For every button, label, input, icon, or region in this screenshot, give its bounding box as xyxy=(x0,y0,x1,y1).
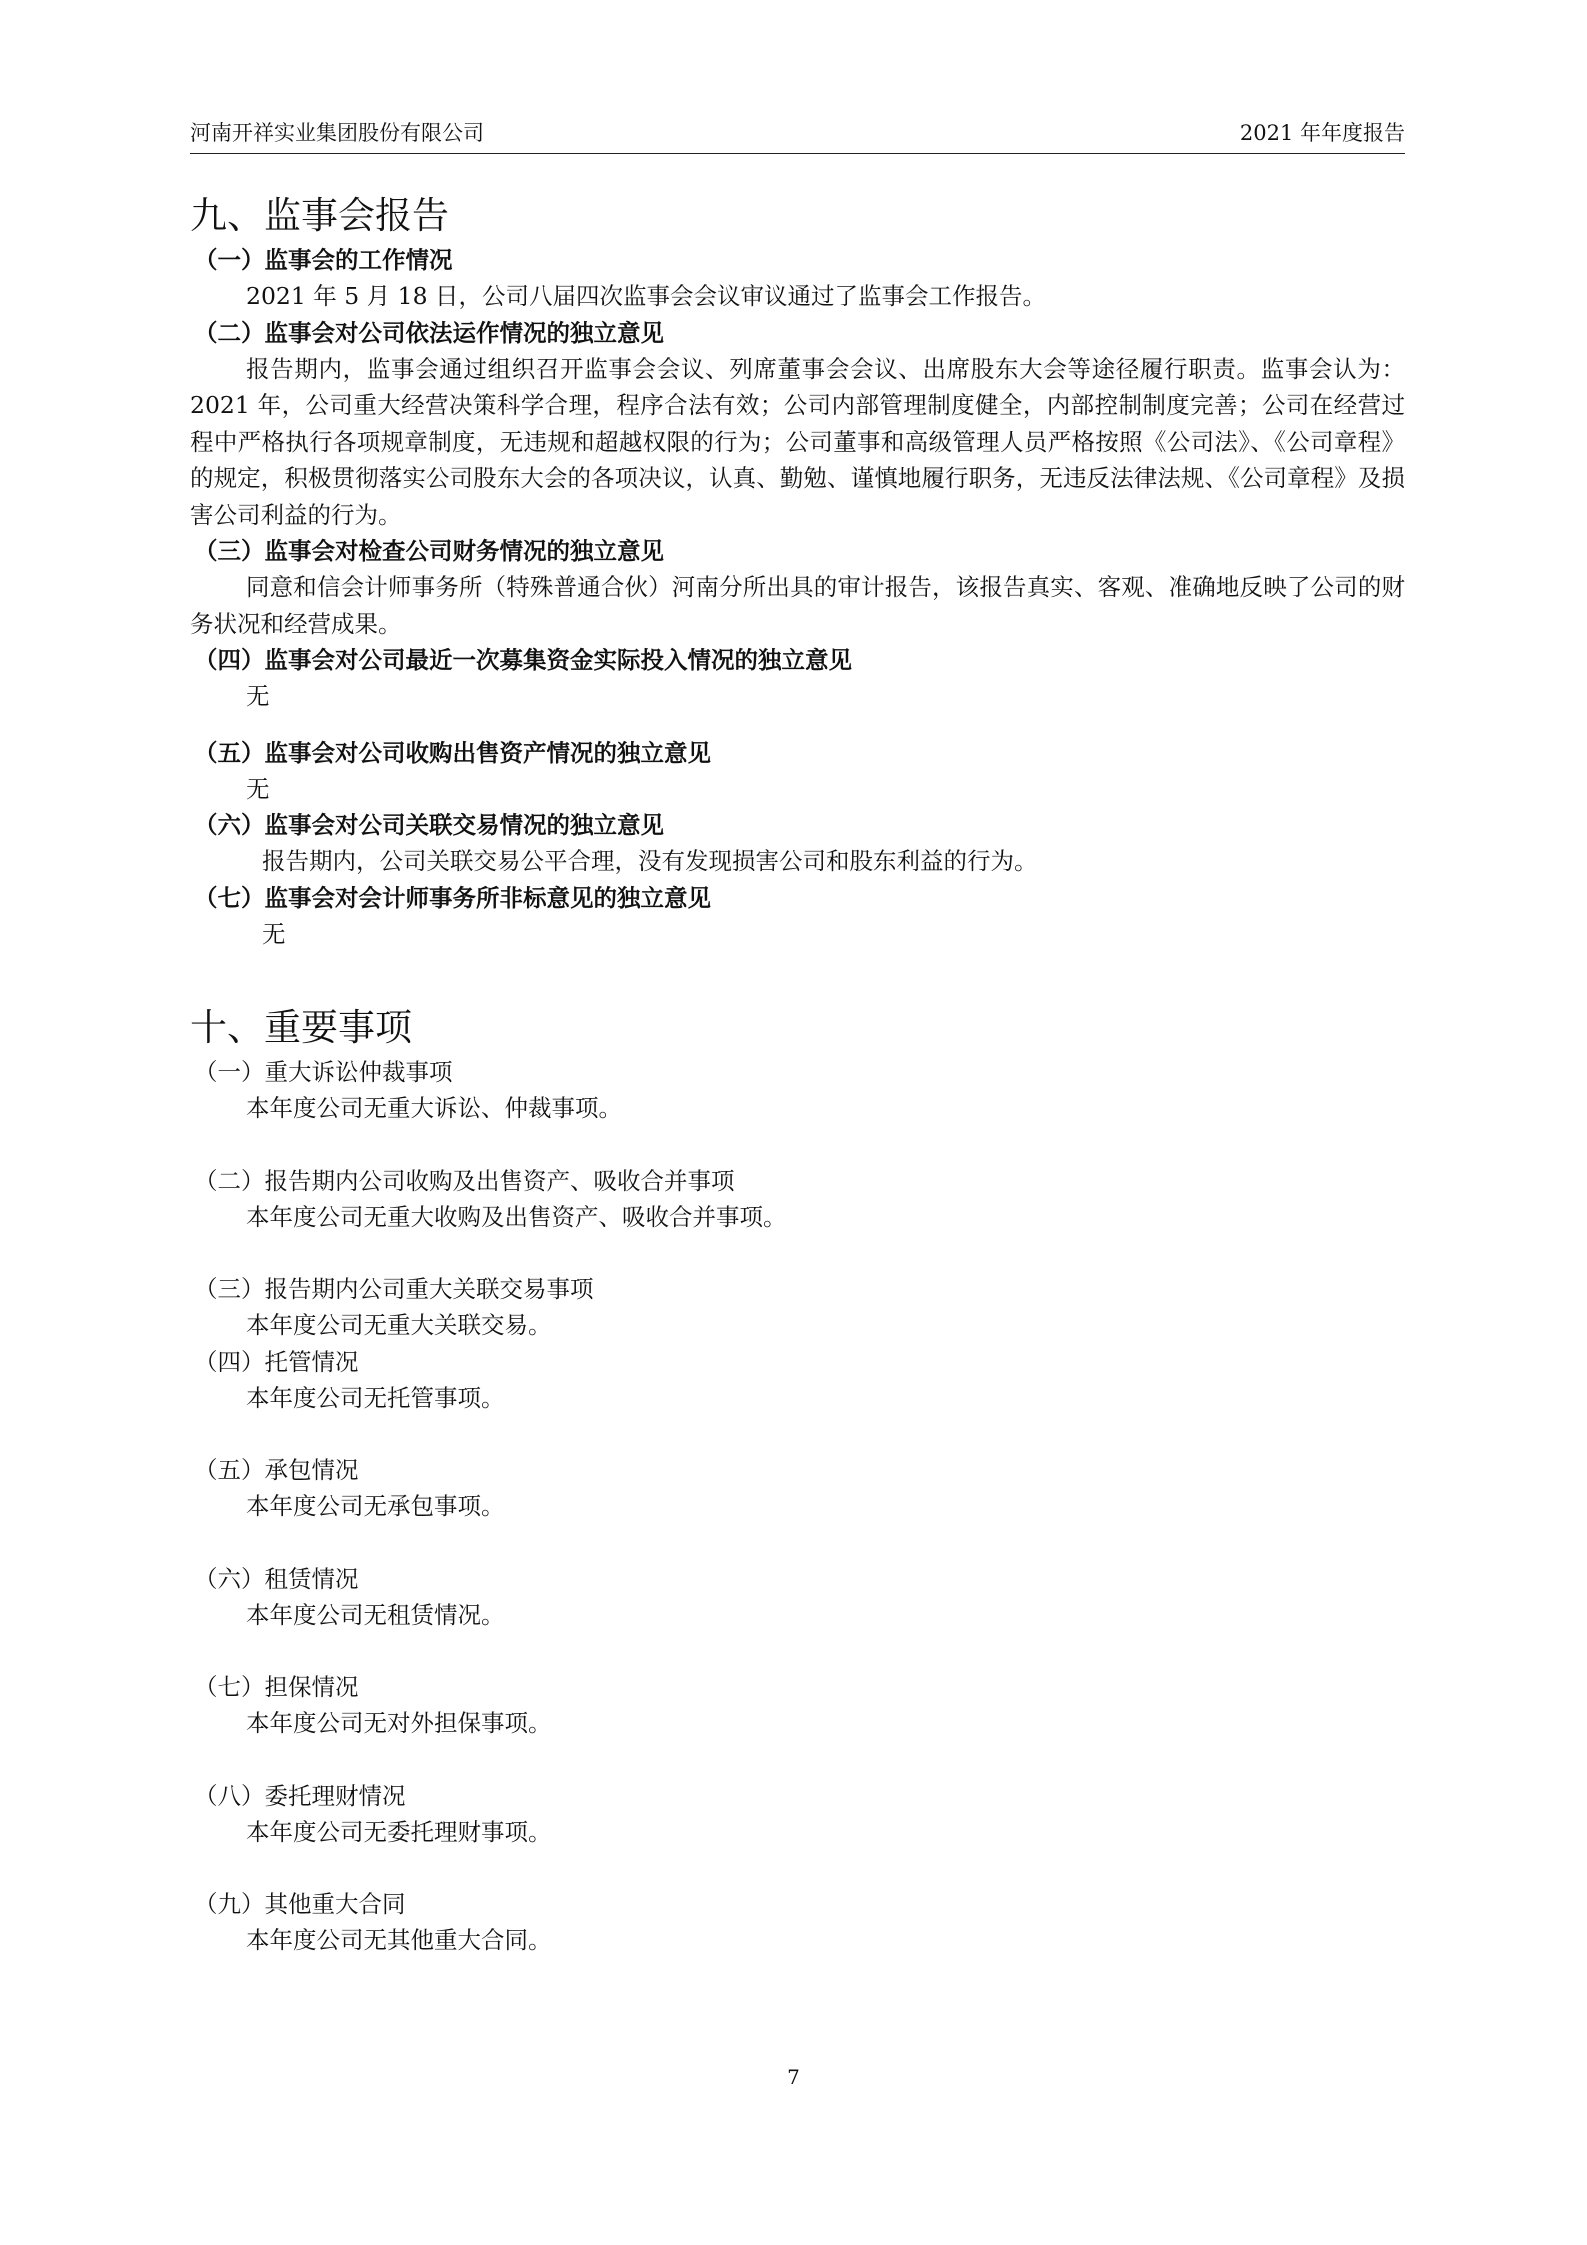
s9-text-2: 报告期内，监事会通过组织召开监事会会议、列席董事会会议、出席股东大会等途径履行职责。监事会认为：2021 年，公司重大经营决策科学合理，程序合法有效；公司内部管理制度健全，内部控制制度完善；公司在经营过程中严格执行各项规章制度，无违规和超越权限的行为；公司董事和高级管理人员严格按照《公司法》、《公司章程》的规定，积极贯彻落实公司股东大会的各项决议，认真、勤勉、谨慎地履行职务，无违反法律法规、《公司章程》及损害公司利益的行为。 xyxy=(190,354,1405,529)
s9-heading-6: （六）监事会对公司关联交易情况的独立意见 xyxy=(194,811,664,839)
s9-text-5: 无 xyxy=(246,774,270,803)
s10-heading-1: （一）重大诉讼仲裁事项 xyxy=(194,1058,453,1086)
page-number: 7 xyxy=(787,2065,800,2089)
s10-heading-2: （二）报告期内公司收购及出售资产、吸收合并事项 xyxy=(194,1166,735,1195)
s10-heading-4: （四）托管情况 xyxy=(194,1347,359,1376)
s10-heading-3: （三）报告期内公司重大关联交易事项 xyxy=(194,1275,594,1303)
s10-heading-9: （九）其他重大合同 xyxy=(194,1890,406,1918)
s10-text-8: 本年度公司无委托理财事项。 xyxy=(246,1817,552,1846)
s9-text-1: 2021 年 5 月 18 日，公司八届四次监事会会议审议通过了监事会工作报告。 xyxy=(246,282,1047,310)
s9-heading-7: （七）监事会对会计师事务所非标意见的独立意见 xyxy=(194,883,711,912)
s10-heading-8: （八）委托理财情况 xyxy=(194,1781,406,1810)
s10-text-9: 本年度公司无其他重大合同。 xyxy=(246,1926,552,1954)
s10-heading-6: （六）租赁情况 xyxy=(194,1564,359,1593)
s9-text-7: 无 xyxy=(262,919,286,948)
section-9-title: 九、监事会报告 xyxy=(190,194,449,237)
s10-text-7: 本年度公司无对外担保事项。 xyxy=(246,1709,552,1737)
s9-heading-1: （一）监事会的工作情况 xyxy=(194,246,453,274)
s10-text-5: 本年度公司无承包事项。 xyxy=(246,1492,505,1520)
page-header xyxy=(190,113,1405,154)
s10-text-2: 本年度公司无重大收购及出售资产、吸收合并事项。 xyxy=(246,1202,787,1231)
company-name: 河南开祥实业集团股份有限公司 xyxy=(190,121,484,145)
s10-text-4: 本年度公司无托管事项。 xyxy=(246,1383,505,1412)
s10-heading-5: （五）承包情况 xyxy=(194,1456,359,1484)
s10-text-6: 本年度公司无租赁情况。 xyxy=(246,1600,505,1629)
page-content xyxy=(190,190,1405,1959)
s9-text-3: 同意和信会计师事务所（特殊普通合伙）河南分所出具的审计报告，该报告真实、客观、准确地反映了公司的财务状况和经营成果。 xyxy=(190,573,1405,638)
s10-text-1: 本年度公司无重大诉讼、仲裁事项。 xyxy=(246,1094,622,1122)
s9-heading-5: （五）监事会对公司收购出售资产情况的独立意见 xyxy=(194,738,711,767)
s10-heading-7: （七）担保情况 xyxy=(194,1673,359,1701)
s9-text-6: 报告期内，公司关联交易公平合理，没有发现损害公司和股东利益的行为。 xyxy=(262,847,1038,875)
s9-heading-2: （二）监事会对公司依法运作情况的独立意见 xyxy=(194,318,664,347)
section-10-title: 十、重要事项 xyxy=(190,1006,412,1049)
s9-heading-3: （三）监事会对检查公司财务情况的独立意见 xyxy=(194,537,664,565)
s10-text-3: 本年度公司无重大关联交易。 xyxy=(246,1311,552,1339)
s9-heading-4: （四）监事会对公司最近一次募集资金实际投入情况的独立意见 xyxy=(194,646,852,674)
report-title: 2021 年年度报告 xyxy=(1239,121,1405,145)
s9-text-4: 无 xyxy=(246,682,270,710)
